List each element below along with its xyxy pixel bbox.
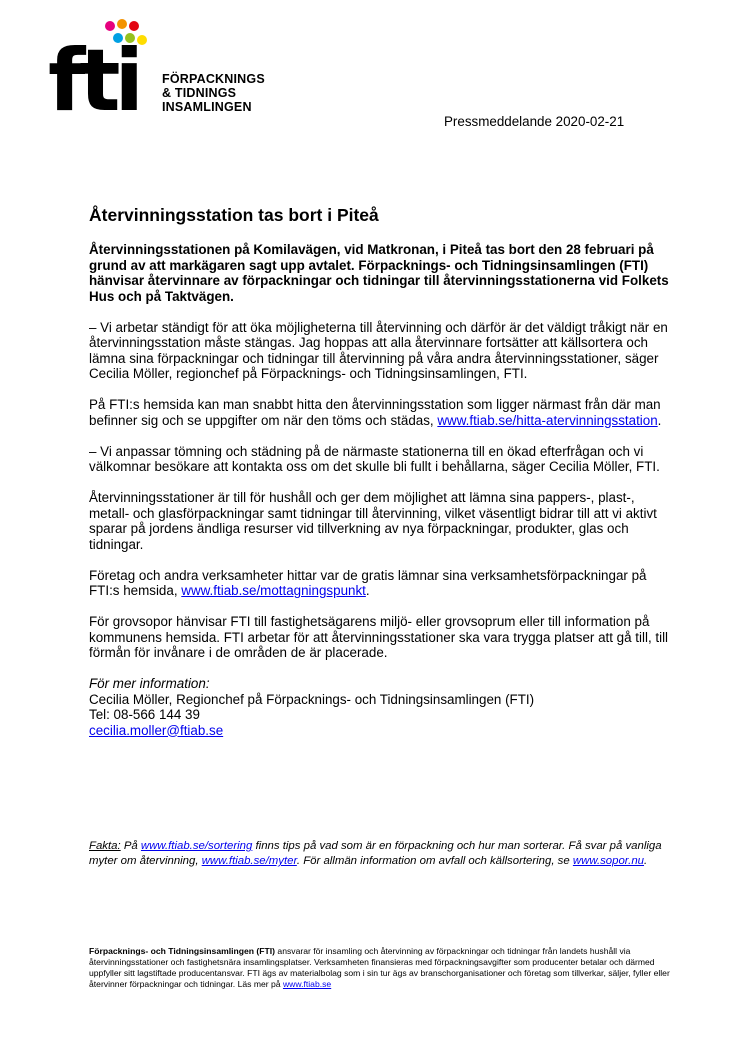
paragraph-stations: Återvinningsstationer är till för hushåll och ger dem möjlighet att lämna sina pappers-, plast-, metall- och glasförpackningar samt tidningar till återvinning, vilket väsentligt bidrar till att vi aktivt sparar på jordens ändliga resurser vid tillverkning av nya förpackningar, produkter, glas och tidningar. [89, 490, 657, 552]
paragraph-business [89, 568, 673, 599]
fakta-box [89, 839, 673, 869]
paragraph-text: Företag och andra verksamheter hittar var de gratis lämnar sina verksamhetsförpackningar på FTI:s hemsida, [89, 567, 647, 598]
contact-name: Cecilia Möller, Regionchef på Förpacknings- och Tidningsinsamlingen (FTI) [89, 691, 535, 707]
paragraph-text: På FTI:s hemsida kan man snabbt hitta den återvinningsstation som ligger närmast från där man befinner sig och se uppgifter om när den töms och städas, [89, 397, 661, 428]
paragraph-end: . [365, 583, 370, 598]
footer-text: ansvarar för insamling och återvinning av förpackningar och tidningar från landets hushåll via återvinningsstationer och fastighetsnära insamlingsplatser. Verksamheten finansieras med förpackningsavgifter som producenter betalar och därmed uppfyller sitt lagstiftade producentansvar. FTI ägs av materialbolag som i sin tur ägs av branschorganisationer och företag som tillverkar, säljer, fyller eller återvinner förpackningar och tidningar. Läs mer på [89, 946, 670, 989]
logo-line: INSAMLINGEN [162, 100, 252, 114]
fakta-label: Fakta: [89, 840, 121, 852]
logo-letters: fti [48, 31, 139, 118]
logo-wordmark [162, 72, 265, 114]
logo-dot [105, 21, 115, 31]
contact-phone: Tel: 08-566 144 39 [89, 707, 200, 722]
article-title: Återvinningsstation tas bort i Piteå [89, 205, 379, 225]
paragraph-website [89, 397, 673, 428]
paragraph-quote-1: – Vi arbetar ständigt för att öka möjligheterna till återvinning och därför är det väldigt tråkigt när en återvinningsstation måste stängas. Jag hoppas att alla återvinnare fortsätter att källsortera och lämna sina förpackningar och tidningar till återvinning på våra andra återvinningsstationer, säger Cecilia Möller, regionchef på Förpacknings- och Tidningsinsamlingen, FTI. [89, 319, 668, 381]
myths-link[interactable]: www.ftiab.se/myter [201, 855, 297, 867]
contact-block [89, 676, 673, 738]
sopor-link[interactable]: www.sopor.nu [572, 855, 645, 867]
contact-heading: För mer information: [89, 676, 210, 691]
fakta-text: finns tips på vad som är en förpackning och hur man sorterar. Få svar på vanliga myter om återvinning, [89, 840, 662, 867]
article [89, 205, 673, 738]
sorting-link[interactable]: www.ftiab.se/sortering [140, 840, 253, 852]
footer-website-link[interactable]: www.ftiab.se [282, 979, 332, 989]
lead-paragraph: Återvinningsstationen på Komilavägen, vid Matkronan, i Piteå tas bort den 28 februari på grund av att markägaren sagt upp avtalet. Förpacknings- och Tidningsinsamlingen (FTI) hänvisar återvinnare av förpackningar och tidningar till återvinningsstationerna vid Folkets Hus och på Taktvägen. [89, 242, 669, 304]
logo-line: & TIDNINGS [162, 86, 237, 100]
collection-point-link[interactable]: www.ftiab.se/mottagningspunkt [181, 583, 366, 598]
logo-dot [137, 35, 147, 45]
logo-dot [117, 19, 127, 29]
footer-org-name: Förpacknings- och Tidningsinsamlingen (FTI) [89, 946, 276, 956]
footer-about [89, 946, 673, 990]
logo-dot [129, 21, 139, 31]
logo-line: FÖRPACKNINGS [162, 72, 265, 86]
fakta-text: . [644, 855, 648, 867]
paragraph-bulky-waste: För grovsopor hänvisar FTI till fastighetsägarens miljö- eller grovsoprum eller till information på kommunens hemsida. FTI arbetar för att återvinningsstationer ska vara trygga platser att gå till, till förmån för invånare i de områden de är placerade. [89, 614, 669, 660]
fakta-text: . För allmän information om avfall och källsortering, se [296, 855, 573, 867]
station-finder-link[interactable]: www.ftiab.se/hitta-atervinningsstation [437, 412, 658, 428]
contact-email-link[interactable]: cecilia.moller@ftiab.se [89, 722, 224, 738]
paragraph-end: . [657, 412, 662, 428]
fti-logo [48, 18, 288, 128]
press-date: Pressmeddelande 2020-02-21 [444, 114, 625, 129]
fti-logo-mark [48, 18, 168, 118]
fakta-text: På [120, 840, 141, 852]
paragraph-quote-2: – Vi anpassar tömning och städning på de närmaste stationerna till en ökad efterfrågan och vi välkomnar besökare att kontakta oss om det skulle bli fullt i behållarna, säger Cecilia Möller, FTI. [89, 443, 660, 474]
